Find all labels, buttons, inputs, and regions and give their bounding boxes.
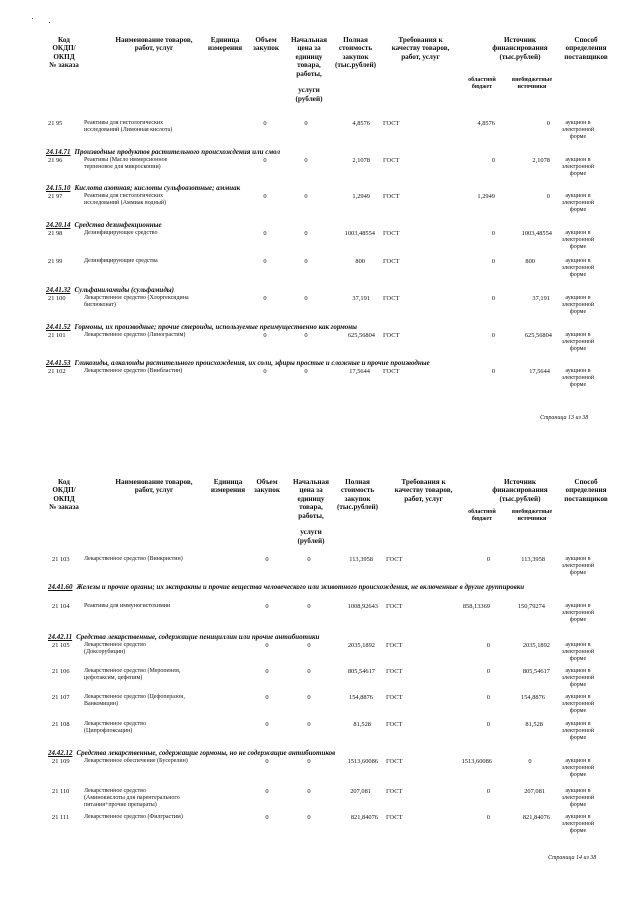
row-name: Реактивы для иммуногистохимии <box>84 603 171 609</box>
row-name: Дезинфицирующие средства <box>84 258 158 264</box>
row-regional: 0 <box>486 788 490 795</box>
row-regional: 0 <box>491 332 495 339</box>
row-price: 0 <box>307 603 311 610</box>
row-volume: 0 <box>263 332 267 339</box>
row-price: 0 <box>304 230 308 237</box>
row-regional: 0 <box>486 721 490 728</box>
row-method: аукцион в электронной форме <box>561 332 595 352</box>
row-name: Лекарственное средство (Цефоперазон, Ванкомицин) <box>84 694 185 707</box>
row-volume: 0 <box>263 295 267 302</box>
row-extrabudget: 113,3958 <box>521 556 545 563</box>
row-regional: 0 <box>486 642 490 649</box>
header-code: Код ОКДП/ ОКПД № заказа <box>49 36 79 70</box>
header-name: Наименование товаров, работ, услуг <box>115 478 193 495</box>
row-name: Лекарственное средство (Хлоргексидина биглюконат) <box>84 295 189 308</box>
row-regional: 0 <box>491 230 495 237</box>
row-name: Лекарственное средство (Аминокислоты для парентерального питания+прочие препараты) <box>84 788 180 808</box>
row-volume: 0 <box>265 788 269 795</box>
row-price: 0 <box>304 157 308 164</box>
row-code: 21 95 <box>48 120 63 127</box>
row-regional: 4,8576 <box>477 120 495 127</box>
header-regional: областной бюджет <box>468 77 496 90</box>
row-requirement: ГОСТ <box>386 603 403 610</box>
row-extrabudget: 17,5644 <box>529 368 550 375</box>
header-name: Наименование товаров, работ, услуг <box>115 36 193 53</box>
row-volume: 0 <box>265 642 269 649</box>
row-regional: 0 <box>491 258 495 265</box>
row-name: Реактивы (Масло иммерсионное терпеновое для микроскопии) <box>84 157 168 170</box>
row-regional: 0 <box>491 295 495 302</box>
header-price: Начальная цена за единицу товара, работы, услуги (рублей) <box>290 36 328 103</box>
row-extrabudget: 800 <box>525 258 535 265</box>
row-price: 0 <box>304 193 308 200</box>
header-source: Источник финансирования (тыс.рублей) <box>492 478 548 503</box>
row-requirement: ГОСТ <box>386 758 403 765</box>
group-heading: 24.41.60 Железы и прочие органы; их экстракты и прочие вещества человеческого или животного происхождения, не включенные в другие группировки <box>48 583 525 591</box>
row-total: 1,2949 <box>352 193 370 200</box>
row-code: 21 106 <box>52 668 70 675</box>
row-method: аукцион в электронной форме <box>561 258 595 278</box>
row-requirement: ГОСТ <box>386 788 403 795</box>
row-price: 0 <box>307 556 311 563</box>
row-extrabudget: 1003,48554 <box>521 230 552 237</box>
row-code: 21 100 <box>48 295 66 302</box>
row-name: Реактивы для гистологических исследований (Лимонная кислота) <box>84 120 173 133</box>
row-total: 1513,60086 <box>347 758 378 765</box>
row-method: аукцион в электронной форме <box>561 556 595 576</box>
row-requirement: ГОСТ <box>386 668 403 675</box>
row-extrabudget: 0 <box>528 758 532 765</box>
row-code: 21 107 <box>52 694 70 701</box>
row-total: 17,5644 <box>349 368 370 375</box>
row-extrabudget: 805,54617 <box>522 668 550 675</box>
row-method: аукцион в электронной форме <box>561 120 595 140</box>
row-regional: 0 <box>486 694 490 701</box>
header-method: Способ определения поставщиков <box>564 478 608 503</box>
row-code: 21 98 <box>48 230 63 237</box>
row-method: аукцион в электронной форме <box>561 642 595 662</box>
scan-speck <box>32 18 33 19</box>
row-total: 113,3958 <box>349 556 373 563</box>
row-requirement: ГОСТ <box>383 332 400 339</box>
row-extrabudget: 625,56804 <box>524 332 552 339</box>
row-name: Лекарственное средство (Ципрофлоксацин) <box>84 721 146 734</box>
row-requirement: ГОСТ <box>386 814 403 821</box>
row-price: 0 <box>307 721 311 728</box>
row-name: Дезинфицирующее средство <box>84 230 158 236</box>
header-unit: Единица измерения <box>210 478 246 495</box>
row-regional: 1,2949 <box>477 193 495 200</box>
group-heading: 24.42.12 Средства лекарственные, содержащие гормоны, но не содержащие антибиотиков <box>48 749 336 757</box>
row-price: 0 <box>304 332 308 339</box>
row-requirement: ГОСТ <box>386 694 403 701</box>
header-unit: Единица измерения <box>207 36 243 53</box>
row-requirement: ГОСТ <box>383 193 400 200</box>
group-heading: 24.15.10 Кислота азотная; кислоты сульфоазотные; аммиак <box>46 184 241 192</box>
header-extrabudget: внебюджетные источники <box>511 77 553 90</box>
row-regional: 0 <box>491 368 495 375</box>
group-heading: 24.14.71 Производные продуктов растительного происхождения или смол <box>46 148 281 156</box>
row-total: 2035,1892 <box>347 642 375 649</box>
row-price: 0 <box>304 368 308 375</box>
row-method: аукцион в электронной форме <box>561 694 595 714</box>
row-method: аукцион в электронной форме <box>561 157 595 177</box>
row-requirement: ГОСТ <box>383 120 400 127</box>
scan-speck <box>49 22 50 23</box>
row-name: Лекарственное средство (Винкристин) <box>84 556 183 562</box>
row-extrabudget: 821,84076 <box>522 814 550 821</box>
row-total: 154,8876 <box>349 694 373 701</box>
row-price: 0 <box>307 642 311 649</box>
row-method: аукцион в электронной форме <box>561 668 595 688</box>
row-volume: 0 <box>265 721 269 728</box>
row-regional: 0 <box>491 157 495 164</box>
row-volume: 0 <box>265 758 269 765</box>
row-extrabudget: 150,79274 <box>517 603 545 610</box>
row-method: аукцион в электронной форме <box>561 368 595 388</box>
row-volume: 0 <box>263 230 267 237</box>
row-price: 0 <box>304 258 308 265</box>
row-total: 1008,92643 <box>347 603 378 610</box>
row-volume: 0 <box>263 120 267 127</box>
row-regional: 0 <box>486 668 490 675</box>
row-volume: 0 <box>265 814 269 821</box>
row-method: аукцион в электронной форме <box>561 603 595 623</box>
row-requirement: ГОСТ <box>383 230 400 237</box>
row-requirement: ГОСТ <box>383 295 400 302</box>
row-total: 37,191 <box>352 295 370 302</box>
row-extrabudget: 37,191 <box>532 295 550 302</box>
row-total: 805,54617 <box>347 668 375 675</box>
group-heading: 24.41.53 Гликозиды, алкалоиды растительного происхождения, их соли, эфиры простые и сложные и прочие производные <box>46 359 430 367</box>
row-code: 21 97 <box>48 193 63 200</box>
row-extrabudget: 154,8876 <box>521 694 545 701</box>
row-method: аукцион в электронной форме <box>561 721 595 741</box>
row-price: 0 <box>307 788 311 795</box>
row-method: аукцион в электронной форме <box>561 758 595 778</box>
row-regional: 1513,60086 <box>461 758 492 765</box>
row-regional: 0 <box>486 814 490 821</box>
row-price: 0 <box>307 758 311 765</box>
row-requirement: ГОСТ <box>386 721 403 728</box>
header-price: Начальная цена за единицу товара, работы, услуги (рублей) <box>292 478 330 545</box>
row-volume: 0 <box>263 368 267 375</box>
row-method: аукцион в электронной форме <box>561 295 595 315</box>
row-method: аукцион в электронной форме <box>561 788 595 808</box>
page-footer: Страница 14 из 38 <box>548 855 597 861</box>
group-heading: 24.20.14 Средства дезинфекционные <box>46 221 162 229</box>
row-code: 21 108 <box>52 721 70 728</box>
row-volume: 0 <box>265 668 269 675</box>
row-volume: 0 <box>265 694 269 701</box>
header-volume: Объем закупок <box>253 36 279 53</box>
row-requirement: ГОСТ <box>383 368 400 375</box>
header-total: Полная стоимость закупок (тыс.рублей) <box>336 478 379 512</box>
row-requirement: ГОСТ <box>383 157 400 164</box>
group-heading: 24.41.52 Гормоны, их производные; прочие стероиды, используемые преимущественно как гормоны <box>46 323 358 331</box>
header-regional: областной бюджет <box>468 509 496 522</box>
row-total: 625,56804 <box>347 332 375 339</box>
row-total: 4,8576 <box>352 120 370 127</box>
row-volume: 0 <box>265 556 269 563</box>
row-code: 21 109 <box>52 758 70 765</box>
row-total: 800 <box>355 258 365 265</box>
row-extrabudget: 2,1078 <box>532 157 550 164</box>
row-volume: 0 <box>263 258 267 265</box>
header-method: Способ определения поставщиков <box>564 36 608 61</box>
row-regional: 0 <box>486 556 490 563</box>
row-total: 1003,48554 <box>344 230 375 237</box>
row-price: 0 <box>307 694 311 701</box>
row-volume: 0 <box>263 193 267 200</box>
group-heading: 24.41.32 Сульфаниламиды (сульфамиды) <box>46 286 174 294</box>
row-name: Лекарственное обеспечение (Бусерелин) <box>84 758 188 764</box>
row-total: 2,1078 <box>352 157 370 164</box>
row-code: 21 96 <box>48 157 63 164</box>
row-code: 21 104 <box>52 603 70 610</box>
row-price: 0 <box>304 120 308 127</box>
row-volume: 0 <box>263 157 267 164</box>
row-name: Лекарственное средство (Доксорубицин) <box>84 642 146 655</box>
row-total: 821,84076 <box>350 814 378 821</box>
row-extrabudget: 2035,1892 <box>522 642 550 649</box>
row-extrabudget: 0 <box>546 120 550 127</box>
row-price: 0 <box>304 295 308 302</box>
row-name: Лекарственное средство (Винбластин) <box>84 368 183 374</box>
row-code: 21 110 <box>52 788 70 795</box>
row-price: 0 <box>307 668 311 675</box>
row-total: 81,528 <box>353 721 371 728</box>
row-code: 21 99 <box>48 258 63 265</box>
row-code: 21 111 <box>52 814 70 821</box>
row-volume: 0 <box>265 603 269 610</box>
row-requirement: ГОСТ <box>383 258 400 265</box>
header-extrabudget: внебюджетные источники <box>511 509 553 522</box>
header-requirements: Требования к качеству товаров, работ, услуг <box>394 478 453 503</box>
row-method: аукцион в электронной форме <box>561 814 595 834</box>
header-source: Источник финансирования (тыс.рублей) <box>492 36 548 61</box>
row-extrabudget: 0 <box>546 193 550 200</box>
page-footer: Страница 13 из 38 <box>540 415 589 421</box>
header-volume: Объем закупок <box>254 478 280 495</box>
row-total: 207,081 <box>350 788 371 795</box>
row-extrabudget: 81,528 <box>525 721 543 728</box>
row-regional: 858,13369 <box>462 603 490 610</box>
header-requirements: Требования к качеству товаров, работ, услуг <box>391 36 450 61</box>
row-price: 0 <box>307 814 311 821</box>
row-name: Реактивы для гистологических исследований (Аммиак водный) <box>84 193 167 206</box>
row-requirement: ГОСТ <box>386 642 403 649</box>
row-code: 21 103 <box>52 556 70 563</box>
row-name: Лекарственное средство (Меропенем, цефотаксим, цефепим) <box>84 668 181 681</box>
header-code: Код ОКДП/ ОКПД № заказа <box>49 478 79 512</box>
row-code: 21 101 <box>48 332 66 339</box>
row-code: 21 105 <box>52 642 70 649</box>
header-total: Полная стоимость закупок (тыс.рублей) <box>334 36 377 70</box>
row-code: 21 102 <box>48 368 66 375</box>
row-requirement: ГОСТ <box>386 556 403 563</box>
row-method: аукцион в электронной форме <box>561 193 595 213</box>
row-name: Лекарственное средство (Филграстим) <box>84 814 183 820</box>
group-heading: 24.42.11 Средства лекарственные, содержащие пенициллин или прочие антибиотики <box>48 633 320 641</box>
row-name: Лекарственное средство (Линограстим) <box>84 332 186 338</box>
row-method: аукцион в электронной форме <box>561 230 595 250</box>
row-extrabudget: 207,081 <box>524 788 545 795</box>
